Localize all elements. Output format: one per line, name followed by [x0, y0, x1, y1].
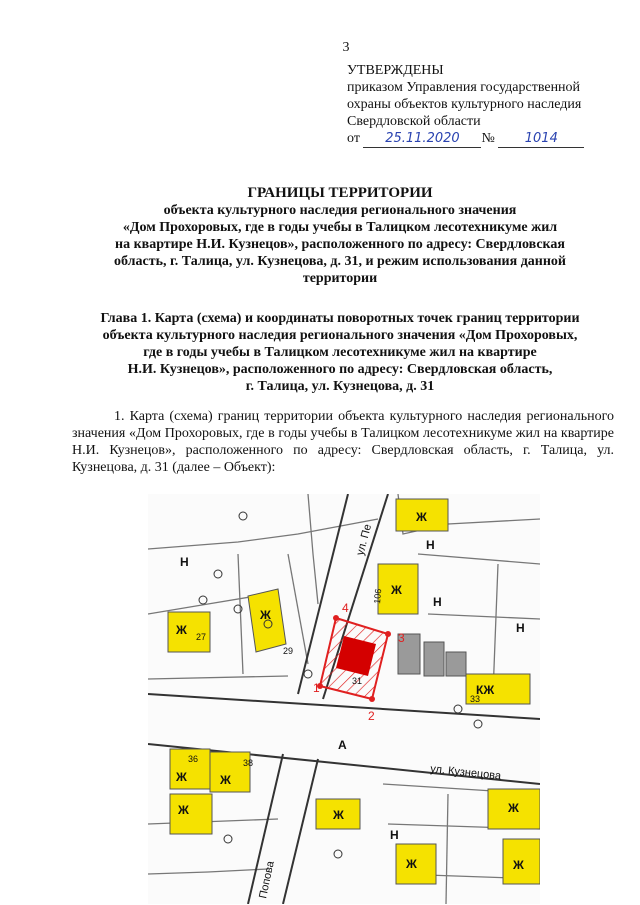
approval-title: УТВЕРЖДЕНЫ	[347, 63, 444, 78]
map-label-zh: Ж	[508, 801, 519, 815]
house-number: 36	[188, 754, 199, 764]
point-label-1: 1	[313, 681, 320, 695]
chapter-line: объекта культурного наследия регионального значения «Дом Прохоровых,	[102, 328, 578, 343]
point-label-2: 2	[368, 709, 375, 723]
map-label-zh: Ж	[220, 773, 231, 787]
map-label-n: Н	[180, 555, 189, 569]
house-number: 106	[372, 588, 384, 605]
approval-line: Свердловской области	[347, 114, 481, 129]
headline-line: «Дом Прохоровых, где в годы учебы в Талицком лесотехникуме жил	[122, 220, 558, 235]
map-label-zh: Ж	[391, 583, 402, 597]
building	[424, 642, 444, 676]
building	[170, 794, 212, 834]
map-label-a: А	[338, 738, 347, 752]
headline-line: на квартире Н.И. Кузнецов», расположенного по адресу: Свердловская	[115, 237, 565, 252]
date-value: 25.11.2020	[385, 131, 460, 146]
page-number: 3	[342, 40, 350, 55]
chapter-line: где в годы учебы в Талицком лесотехникуме жил на квартире	[143, 345, 537, 360]
street-label-kuznetsova: ул. Кузнецова	[429, 763, 502, 783]
house-number: 29	[283, 646, 294, 656]
house-number: 31	[352, 676, 363, 686]
number-value: 1014	[524, 131, 558, 146]
boundary-point	[333, 615, 339, 621]
map-label-n: Н	[390, 828, 399, 842]
house-number: 27	[196, 632, 207, 642]
map-label-n: Н	[426, 538, 435, 552]
map-label-n: Н	[433, 595, 442, 609]
boundary-point	[385, 631, 391, 637]
building	[446, 652, 466, 676]
date-prefix: от	[347, 131, 360, 146]
chapter-heading	[70, 310, 610, 395]
map-label-zh: Ж	[178, 803, 189, 817]
house-number: 33	[470, 694, 481, 704]
approval-date-row	[347, 130, 584, 148]
number-field	[498, 130, 584, 148]
house-number: 38	[243, 758, 254, 768]
map-label-zh: Ж	[513, 858, 524, 872]
map-label-zh: Ж	[333, 808, 344, 822]
map-label-zh: Ж	[176, 770, 187, 784]
headline-line: объекта культурного наследия регионального значения	[163, 203, 517, 218]
point-label-4: 4	[342, 601, 349, 615]
approval-line: приказом Управления государственной	[347, 80, 581, 95]
point-label-3: 3	[398, 631, 405, 645]
boundary-point	[369, 696, 375, 702]
chapter-line: г. Талица, ул. Кузнецова, д. 31	[245, 379, 435, 394]
document-headline	[80, 185, 600, 287]
date-field	[363, 130, 481, 148]
number-prefix: №	[481, 131, 495, 146]
chapter-line: Н.И. Кузнецов», расположенного по адресу: Свердловская область,	[127, 362, 553, 377]
map-label-zh: Ж	[176, 623, 187, 637]
headline-title: ГРАНИЦЫ ТЕРРИТОРИИ	[247, 185, 433, 201]
approval-line: охраны объектов культурного наследия	[347, 97, 582, 112]
street-label-popova: Попова	[257, 860, 277, 900]
chapter-line: Глава 1. Карта (схема) и координаты поворотных точек границ территории	[100, 311, 580, 326]
boundary-map	[148, 494, 540, 904]
map-label-zh: Ж	[406, 857, 417, 871]
map-label-zh: Ж	[260, 608, 271, 622]
headline-line: территории	[302, 271, 378, 286]
street-label-pe: ул. Пе	[354, 522, 375, 557]
map-label-kzh: КЖ	[476, 683, 495, 697]
map-label-n: Н	[516, 621, 525, 635]
map-label-zh: Ж	[416, 510, 427, 524]
headline-line: область, г. Талица, ул. Кузнецова, д. 31, и режим использования данной	[114, 254, 566, 269]
body-paragraph: 1. Карта (схема) границ территории объекта культурного наследия регионального значения «Дом Прохоровых, где в годы учебы в Талицком лесотехникуме жил на квартире Н.И. Кузнецов», расположенного по адресу: Свердловская область, г. Талица, ул. Кузнецова, д. 31 (далее – Объект):	[72, 409, 614, 475]
approval-block	[347, 62, 584, 148]
